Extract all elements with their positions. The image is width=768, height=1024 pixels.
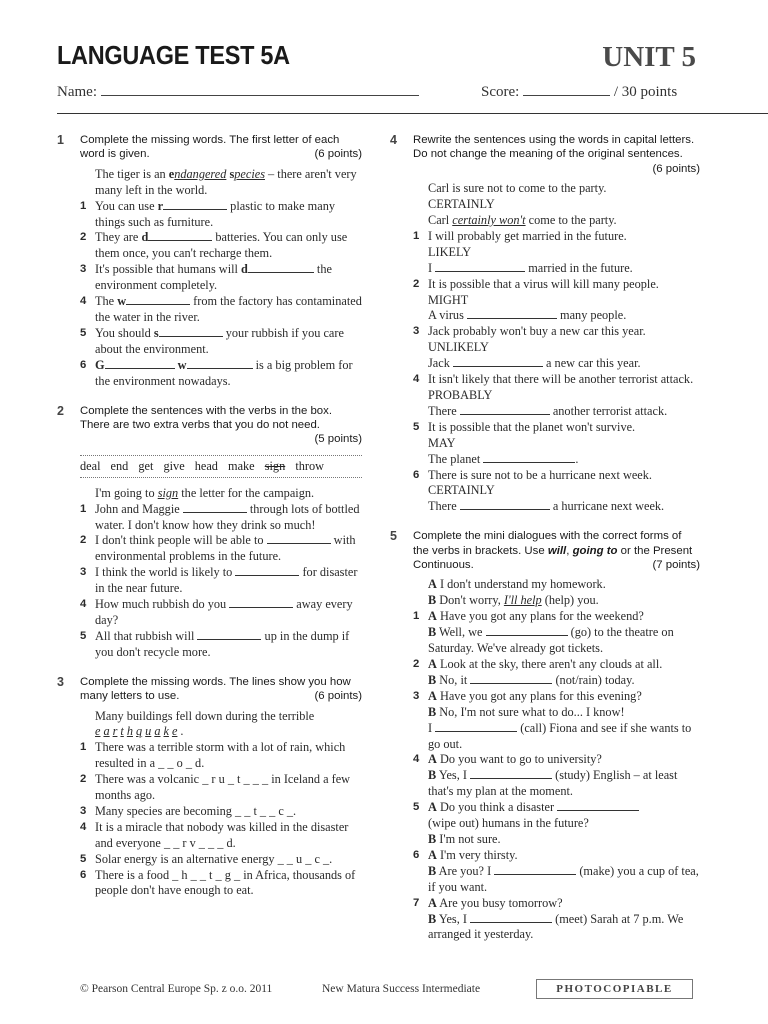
- answer-blank[interactable]: [105, 358, 175, 369]
- list-item: [390, 420, 700, 468]
- answer-blank[interactable]: [435, 261, 525, 272]
- list-item: [57, 502, 362, 534]
- rewrite-line: [428, 308, 700, 324]
- item-text: [428, 420, 700, 468]
- first-letter: d: [141, 230, 149, 245]
- score-line[interactable]: [523, 84, 610, 96]
- rewrite-line: [428, 261, 700, 277]
- example-answer: ndangered: [174, 166, 227, 181]
- answer-blank[interactable]: [435, 721, 517, 732]
- section-number: 2: [57, 403, 64, 418]
- answer-blank[interactable]: [470, 768, 552, 779]
- item-text: [428, 372, 700, 420]
- answer-blank[interactable]: [248, 262, 314, 273]
- answer-blank[interactable]: [183, 502, 247, 513]
- item-text: [428, 277, 700, 325]
- item-text: [95, 533, 362, 565]
- item-text: [95, 629, 362, 661]
- example-letter: u: [145, 724, 152, 739]
- item-text-part: You can use: [95, 198, 158, 213]
- rewrite-end: another terrorist attack.: [549, 403, 668, 418]
- answer-blank[interactable]: [460, 404, 550, 415]
- item-text-part: I think the world is likely to: [95, 565, 236, 580]
- name-field[interactable]: [57, 84, 419, 101]
- section-instruction: Complete the missing words. The lines show you how many letters to use. (6 points): [80, 675, 362, 703]
- section-number: 1: [57, 133, 64, 147]
- item-text: [95, 502, 362, 534]
- example-letter: h: [126, 724, 133, 739]
- example-letter: k: [163, 724, 169, 739]
- list-item: [390, 229, 700, 277]
- rewrite-start: Jack: [428, 356, 453, 371]
- item-text-part: The: [95, 294, 118, 309]
- key-word: PROBABLY: [428, 388, 493, 402]
- item-number: 5: [80, 326, 87, 339]
- answer-blank[interactable]: [483, 452, 575, 463]
- example-sentence: I'm going to sign the letter for the campaign.: [95, 485, 315, 500]
- rewrite-line: [428, 404, 700, 420]
- section-3: [57, 675, 362, 900]
- item-text: [428, 324, 700, 372]
- item-number: 5: [80, 852, 87, 865]
- section-4: [390, 133, 700, 515]
- section-number: 4: [390, 133, 397, 147]
- section-number: 5: [390, 529, 397, 544]
- item-number: 1: [80, 741, 87, 754]
- list-item: [57, 326, 362, 358]
- name-line[interactable]: [101, 84, 419, 96]
- item-text-part: the environment completely.: [95, 262, 332, 293]
- verb-box: deal end get give head make sign throw: [80, 455, 362, 478]
- item-text-part: All that rubbish will: [95, 628, 198, 643]
- answer-blank[interactable]: [494, 864, 576, 875]
- item-text: [95, 326, 362, 358]
- item-number: 4: [80, 598, 87, 611]
- rewrite-start: A virus: [428, 308, 467, 323]
- example-letter: e: [95, 724, 101, 739]
- example-letter: q: [136, 724, 143, 739]
- dialogue-item: 2 A Look at the sky, there aren't any clouds at all. B No, it (not/rain) today.: [413, 657, 663, 687]
- answer-blank[interactable]: [163, 199, 227, 210]
- item-number: 1: [413, 229, 420, 242]
- item-number: 4: [80, 820, 87, 833]
- list-item: [57, 772, 362, 804]
- test-title: LANGUAGE TEST 5A: [57, 42, 290, 70]
- list-item: [57, 294, 362, 326]
- rewrite-line: [428, 452, 700, 468]
- footer-copyright: © Pearson Central Europe Sp. z o.o. 2011: [80, 983, 273, 995]
- item-number: 2: [413, 277, 420, 290]
- list-item: [57, 740, 362, 772]
- original-sentence: There is sure not to be a hurricane next week.: [428, 467, 652, 482]
- item-text: [95, 262, 362, 294]
- key-word: UNLIKELY: [428, 340, 489, 355]
- section-points: (5 points): [314, 433, 362, 446]
- list-item: [57, 199, 362, 231]
- score-field[interactable]: [481, 84, 677, 101]
- key-word: CERTAINLY: [428, 483, 495, 498]
- answer-blank[interactable]: [486, 625, 568, 636]
- section-points: (6 points): [314, 690, 362, 703]
- answer-blank[interactable]: [159, 326, 223, 337]
- item-number: 3: [413, 325, 420, 338]
- example-answer: pecies: [234, 166, 265, 181]
- item-text-part: You should: [95, 325, 154, 340]
- photocopiable-stamp: PHOTOCOPIABLE: [536, 979, 693, 999]
- first-letter: w: [117, 294, 127, 309]
- list-item: [390, 468, 700, 516]
- example-letter: a: [154, 724, 161, 739]
- item-text: There is a food _ h _ _ t _ g _ in Africa, thousands of people don't have enough to eat.: [95, 867, 356, 898]
- item-text: Solar energy is an alternative energy _ _ u _ c _.: [95, 851, 333, 866]
- item-text: [428, 468, 700, 516]
- item-text-part: John and Maggie: [95, 501, 183, 516]
- rewrite-line: [428, 499, 700, 515]
- example-answer: I'll help: [503, 593, 542, 608]
- list-item: [57, 262, 362, 294]
- item-text: [95, 199, 362, 231]
- rewrite-start: There: [428, 403, 460, 418]
- answer-blank[interactable]: [197, 629, 261, 640]
- dialogue-item: 3 A Have you got any plans for this evening? B No, I'm not sure what to do... I know! I (call) Fiona and see if she wants to go out.: [413, 688, 692, 751]
- item-text-part: through lots of bottled water. I don't know how they drink so much!: [95, 501, 360, 532]
- list-item: 6 G w is a big problem for the environment nowadays.: [80, 357, 353, 388]
- first-letter: d: [241, 262, 248, 277]
- section-instruction: Complete the sentences with the verbs in the box. There are two extra verbs that you do not need. (5 points): [80, 404, 362, 446]
- item-text-part: How much rubbish do you: [95, 597, 230, 612]
- item-text-part: away every day?: [95, 597, 353, 627]
- answer-blank[interactable]: [460, 499, 550, 510]
- score-total: / 30 points: [613, 84, 678, 100]
- section-2: [57, 404, 362, 661]
- list-item: [57, 868, 362, 900]
- dialogue-item: 5 A Do you think a disaster (wipe out) humans in the future? B I'm not sure.: [390, 800, 700, 848]
- original-sentence: It is possible that a virus will kill many people.: [428, 276, 659, 291]
- right-column: [390, 133, 700, 957]
- answer-blank[interactable]: [557, 800, 639, 811]
- list-item: [57, 820, 362, 852]
- rewrite-start: I: [428, 260, 436, 275]
- dialogue-item: 6 A I'm very thirsty. B Are you? I (make) you a cup of tea, if you want.: [413, 847, 699, 894]
- rewrite-end: many people.: [556, 308, 627, 323]
- item-text-part: batteries. You can only use them once, you can't recharge them.: [95, 230, 348, 261]
- list-item: [57, 533, 362, 565]
- item-text: [95, 597, 362, 629]
- first-letter: r: [157, 198, 164, 213]
- item-text-part: I don't think people will be able to: [95, 533, 267, 548]
- list-item: [57, 565, 362, 597]
- list-item: [57, 804, 362, 820]
- item-number: 3: [80, 804, 87, 817]
- item-number: 4: [413, 373, 420, 386]
- answer-blank[interactable]: [267, 533, 331, 544]
- rewrite-start: There: [428, 499, 460, 514]
- footer-book-title: New Matura Success Intermediate: [322, 983, 481, 995]
- item-number: 4: [80, 295, 87, 308]
- list-item: [57, 629, 362, 661]
- rewrite-end: married in the future.: [525, 260, 633, 275]
- example-letter: r: [112, 724, 118, 739]
- item-text: [95, 294, 362, 326]
- section-instruction: Complete the mini dialogues with the correct forms of the verbs in brackets. Use will, going to or the Present Continuous. (7 points): [413, 530, 700, 572]
- item-number: 6: [80, 868, 87, 881]
- item-text-part: plastic to make many things such as furniture.: [95, 198, 336, 229]
- section-instruction: Complete the missing words. The first letter of each word is given. (6 points): [80, 134, 362, 161]
- answer-blank[interactable]: [148, 230, 212, 241]
- section-1: [57, 133, 362, 390]
- answer-blank[interactable]: [453, 356, 543, 367]
- item-number: 1: [80, 502, 87, 515]
- item-number: 1: [80, 199, 87, 212]
- item-text-part: up in the dump if you don't recycle more.: [95, 628, 350, 659]
- dialogue-item: 4 A Do you want to go to university? B Yes, I (study) English – at least that's my plan at the moment.: [413, 752, 678, 799]
- rewrite-end: a hurricane next week.: [549, 499, 665, 514]
- list-item: [390, 372, 700, 420]
- item-text: There was a terrible storm with a lot of rain, which resulted in a _ _ o _ d.: [95, 740, 346, 771]
- item-text: There was a volcanic _ r u _ t _ _ _ in Iceland a few months ago.: [95, 772, 351, 803]
- item-text-part: They are: [95, 230, 142, 245]
- example-sentence: Carl is sure not to come to the party. CERTAINLY Carl certainly won't come to the party.: [428, 181, 617, 228]
- answer-blank[interactable]: [187, 358, 253, 369]
- rewrite-end: .: [575, 451, 579, 466]
- original-sentence: It isn't likely that there will be another terrorist attack.: [428, 372, 694, 387]
- item-text-part: from the factory has contaminated the water in the river.: [95, 294, 362, 324]
- item-number: 6: [413, 468, 420, 481]
- header-rule: [57, 113, 768, 114]
- item-number: 2: [80, 773, 87, 786]
- key-word: MIGHT: [428, 292, 469, 307]
- list-item: [390, 324, 700, 372]
- list-item: [57, 597, 362, 629]
- first-letter: s: [153, 325, 159, 340]
- item-number: 3: [80, 566, 87, 579]
- example-sentence: Many buildings fell down during the terrible e a r t h q u a k e .: [95, 708, 315, 739]
- key-word: MAY: [428, 435, 456, 450]
- item-text: [95, 565, 362, 597]
- example-letter: t: [120, 724, 124, 739]
- answer-blank[interactable]: [467, 308, 557, 319]
- section-instruction: Rewrite the sentences using the words in capital letters. Do not change the meaning of the original sentences. (6 points): [413, 134, 700, 175]
- unit-label: UNIT 5: [602, 41, 696, 73]
- name-label: Name:: [57, 84, 97, 100]
- item-text-part: It's possible that humans will: [95, 262, 242, 277]
- item-text: [428, 229, 700, 277]
- section-points: (6 points): [314, 148, 362, 161]
- item-number: 3: [80, 263, 87, 276]
- item-number: 2: [80, 534, 87, 547]
- rewrite-line: [428, 356, 700, 372]
- item-number: 2: [80, 231, 87, 244]
- left-column: [57, 133, 362, 913]
- item-number: 5: [413, 420, 420, 433]
- section-points: (7 points): [652, 559, 700, 572]
- example-answer: certainly won't: [452, 213, 526, 228]
- item-text-part: for disaster in the near future.: [95, 565, 358, 596]
- item-text-part: your rubbish if you care about the environment.: [95, 325, 344, 356]
- section-number: 3: [57, 674, 64, 689]
- list-item: [57, 230, 362, 262]
- dialogue-item: 7 A Are you busy tomorrow? B Yes, I (meet) Sarah at 7 p.m. We arranged it yesterday.: [413, 895, 684, 942]
- rewrite-end: a new car this year.: [542, 356, 641, 371]
- original-sentence: Jack probably won't buy a new car this year.: [428, 324, 646, 339]
- item-number: 5: [80, 629, 87, 642]
- original-sentence: It is possible that the planet won't survive.: [428, 419, 636, 434]
- example-sentence: The tiger is an endangered species – there aren't very many left in the world.: [95, 166, 357, 197]
- answer-blank[interactable]: [229, 597, 293, 608]
- score-label: Score:: [481, 84, 520, 100]
- item-text: It is a miracle that nobody was killed in the disaster and everyone _ _ r v _ _ _ d.: [95, 819, 349, 850]
- rewrite-start: The planet: [428, 451, 484, 466]
- answer-blank[interactable]: [470, 673, 552, 684]
- list-item: [57, 852, 362, 868]
- answer-blank[interactable]: [126, 294, 190, 305]
- item-text: [95, 230, 362, 262]
- struck-verb: sign: [264, 458, 286, 473]
- example-letter: a: [103, 724, 110, 739]
- example-dialogue: A I don't understand my homework. B Don't worry, I'll help (help) you.: [428, 577, 606, 608]
- answer-blank[interactable]: [235, 565, 299, 576]
- section-points: (6 points): [652, 162, 700, 175]
- answer-blank[interactable]: [470, 912, 552, 923]
- original-sentence: I will probably get married in the future.: [428, 228, 627, 243]
- list-item: [390, 277, 700, 325]
- item-text: Many species are becoming _ _ t _ _ c _.: [95, 803, 297, 818]
- example-answer: [95, 724, 180, 738]
- section-5: [390, 529, 700, 943]
- key-word: LIKELY: [428, 244, 472, 259]
- example-letter: e: [171, 724, 178, 739]
- dialogue-item: 1 A Have you got any plans for the weekend? B Well, we (go) to the theatre on Saturday. We've already got tickets.: [413, 609, 674, 656]
- example-answer: sign: [157, 485, 179, 500]
- item-text-part: with environmental problems in the future.: [95, 533, 356, 564]
